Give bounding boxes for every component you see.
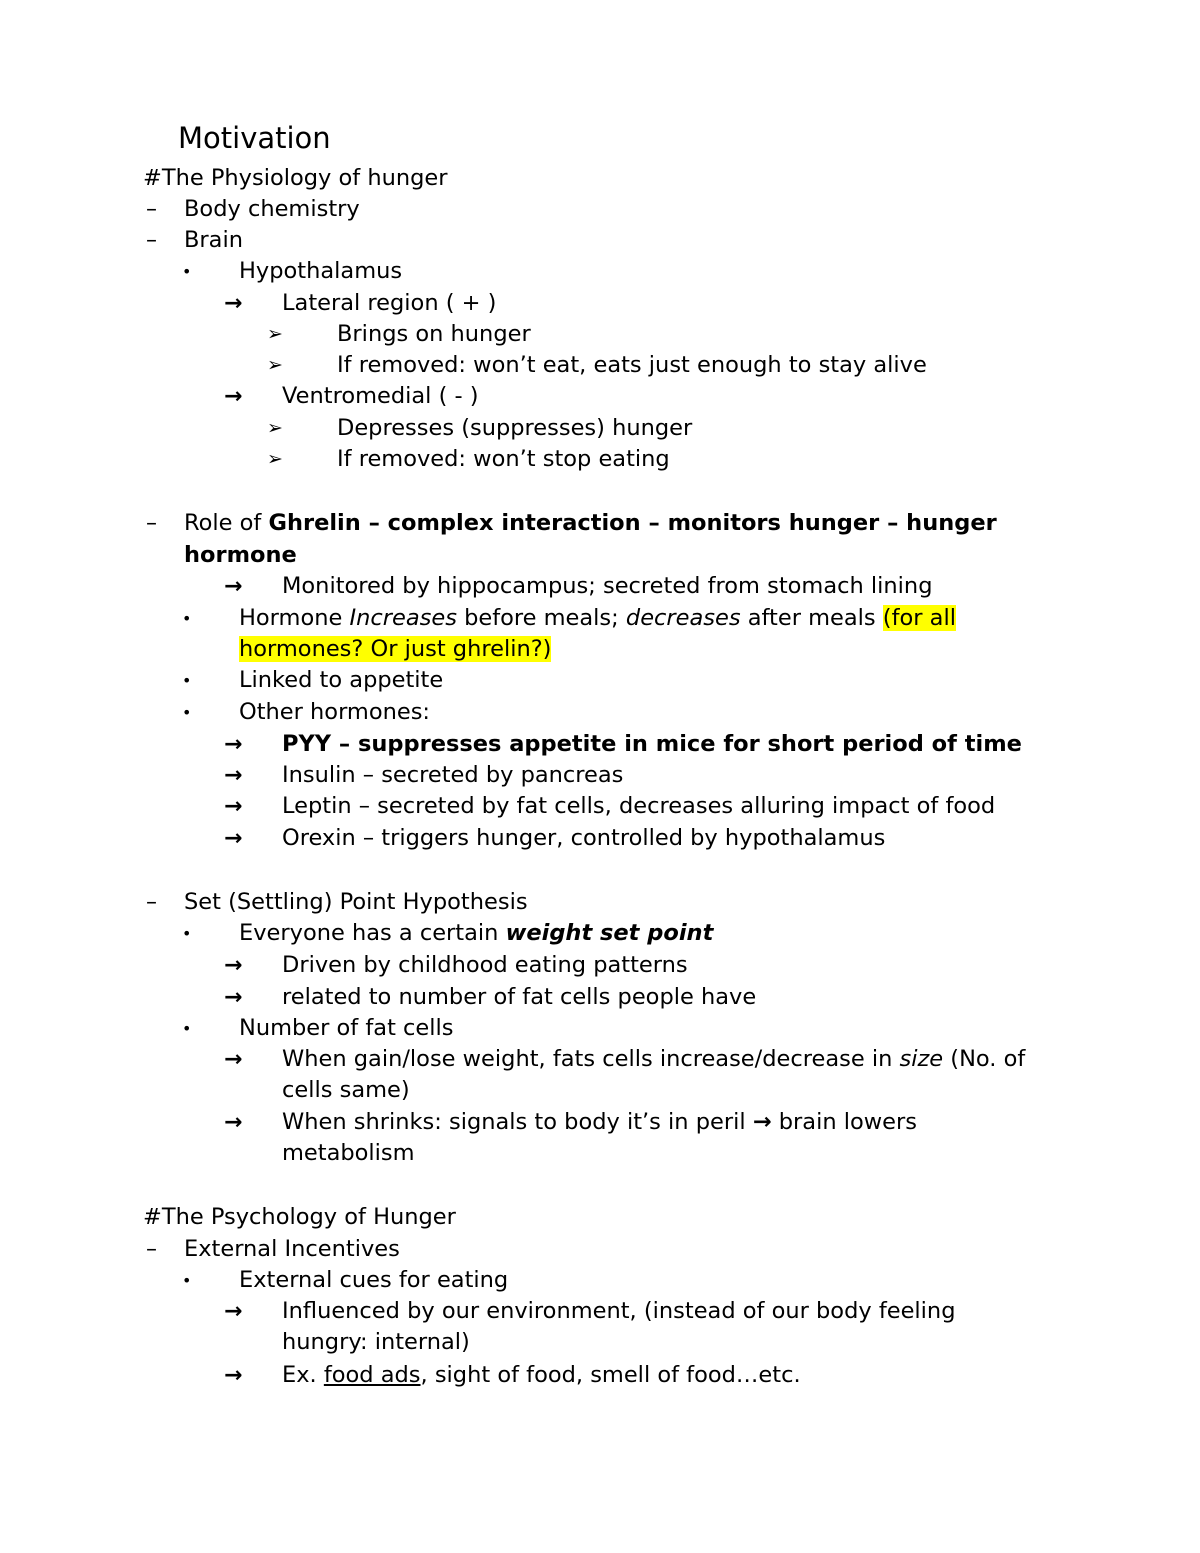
hormone-increases: Increases [349,605,457,631]
list-item-hypothalamus: Hypothalamus [239,258,403,284]
size-emphasis: size [899,1046,944,1072]
ghrelin-bold-text: Ghrelin – complex interaction – monitors hunger – hunger [268,510,997,536]
dash-marker: – [146,228,157,253]
list-item-leptin: Leptin – secreted by fat cells, decreases alluring impact of food [282,793,996,819]
list-item-related: related to number of fat cells people have [282,984,757,1010]
arrow-marker: → [224,291,243,316]
list-item-gain-lose-cont: cells same) [282,1077,410,1103]
list-item-brain: Brain [184,227,243,253]
list-item-lateral-removed: If removed: won’t eat, eats just enough to stay alive [337,352,927,378]
list-item-external-incentives: External Incentives [184,1236,400,1262]
arrow-marker: → [224,1110,243,1135]
arrow-marker: → [224,732,243,757]
list-item-set-point: Set (Settling) Point Hypothesis [184,889,528,915]
section-heading-physiology: #The Physiology of hunger [143,165,448,191]
dash-marker: – [146,1237,157,1262]
bullet-marker: • [182,703,192,722]
food-ads-underlined: food ads [323,1362,421,1388]
list-item-monitored: Monitored by hippocampus; secreted from stomach lining [282,573,933,599]
shrinks-text-post: brain lowers [771,1109,917,1135]
list-item-ghrelin-cont [184,540,297,571]
list-item-shrinks [282,1107,917,1138]
list-item-shrinks-cont: metabolism [282,1140,415,1166]
list-item-lateral-region: Lateral region ( + ) [282,290,497,316]
list-item-ventromedial: Ventromedial ( - ) [282,383,479,409]
list-item-depresses-hunger: Depresses (suppresses) hunger [337,415,693,441]
pyy-bold-text: PYY – suppresses appetite in mice for short period of time [282,731,1022,757]
everyone-text: Everyone has a certain [239,920,506,946]
dash-marker: – [146,197,157,222]
highlighted-question-cont: hormones? Or just ghrelin?) [239,636,552,662]
list-item-orexin: Orexin – triggers hunger, controlled by hypothalamus [282,825,886,851]
arrow-marker: → [224,763,243,788]
arrow-marker: → [224,1299,243,1324]
example-text-post: , sight of food, smell of food…etc. [420,1362,801,1388]
bullet-marker: • [182,609,192,628]
list-item-ghrelin [184,508,997,539]
document-title: Motivation [178,121,331,155]
gain-lose-text-post: (No. of [943,1046,1026,1072]
list-item-everyone [239,918,713,949]
list-item-external-cues: External cues for eating [239,1267,509,1293]
list-item-hormone-meals-cont [239,634,551,665]
section-heading-psychology: #The Psychology of Hunger [143,1204,456,1230]
hormone-text-mid: before meals; [456,605,626,631]
list-item-influenced: Influenced by our environment, (instead of our body feeling [282,1298,956,1324]
bullet-marker: • [182,924,192,943]
list-item-linked-appetite: Linked to appetite [239,667,444,693]
list-item-example [282,1360,801,1391]
list-item-vm-removed: If removed: won’t stop eating [337,446,670,472]
hormone-text-pre: Hormone [239,605,350,631]
list-item-gain-lose [282,1044,1025,1075]
arrow-marker: → [224,985,243,1010]
list-item-pyy [282,729,1022,760]
triangle-bullet-icon: ➢ [267,323,283,345]
list-item-other-hormones: Other hormones: [239,699,431,725]
arrow-marker: → [224,384,243,409]
hormone-decreases: decreases [625,605,741,631]
bullet-marker: • [182,671,192,690]
gain-lose-text-pre: When gain/lose weight, fats cells increase/decrease in [282,1046,900,1072]
list-item-brings-on-hunger: Brings on hunger [337,321,531,347]
triangle-bullet-icon: ➢ [267,448,283,470]
ghrelin-prefix: Role of [184,510,269,536]
list-item-driven: Driven by childhood eating patterns [282,952,688,978]
ghrelin-bold-text-cont: hormone [184,542,297,568]
example-text-pre: Ex. [282,1362,324,1388]
hormone-text-post: after meals [740,605,883,631]
dash-marker: – [146,511,157,536]
dash-marker: – [146,890,157,915]
bullet-marker: • [182,1019,192,1038]
arrow-marker: → [224,953,243,978]
arrow-marker: → [224,794,243,819]
triangle-bullet-icon: ➢ [267,417,283,439]
list-item-hormone-meals [239,603,956,634]
arrow-marker: → [224,1047,243,1072]
bullet-marker: • [182,1271,192,1290]
triangle-bullet-icon: ➢ [267,354,283,376]
list-item-influenced-cont: hungry: internal) [282,1329,470,1355]
arrow-marker: → [224,826,243,851]
arrow-marker: → [224,574,243,599]
highlighted-question: (for all [882,605,956,631]
bullet-marker: • [182,262,192,281]
list-item-body-chemistry: Body chemistry [184,196,360,222]
inline-arrow-icon: → [752,1109,772,1135]
list-item-number-fat-cells: Number of fat cells [239,1015,454,1041]
weight-set-point-emphasis: weight set point [505,920,714,946]
list-item-insulin: Insulin – secreted by pancreas [282,762,624,788]
arrow-marker: → [224,1363,243,1388]
shrinks-text-pre: When shrinks: signals to body it’s in peril [282,1109,753,1135]
